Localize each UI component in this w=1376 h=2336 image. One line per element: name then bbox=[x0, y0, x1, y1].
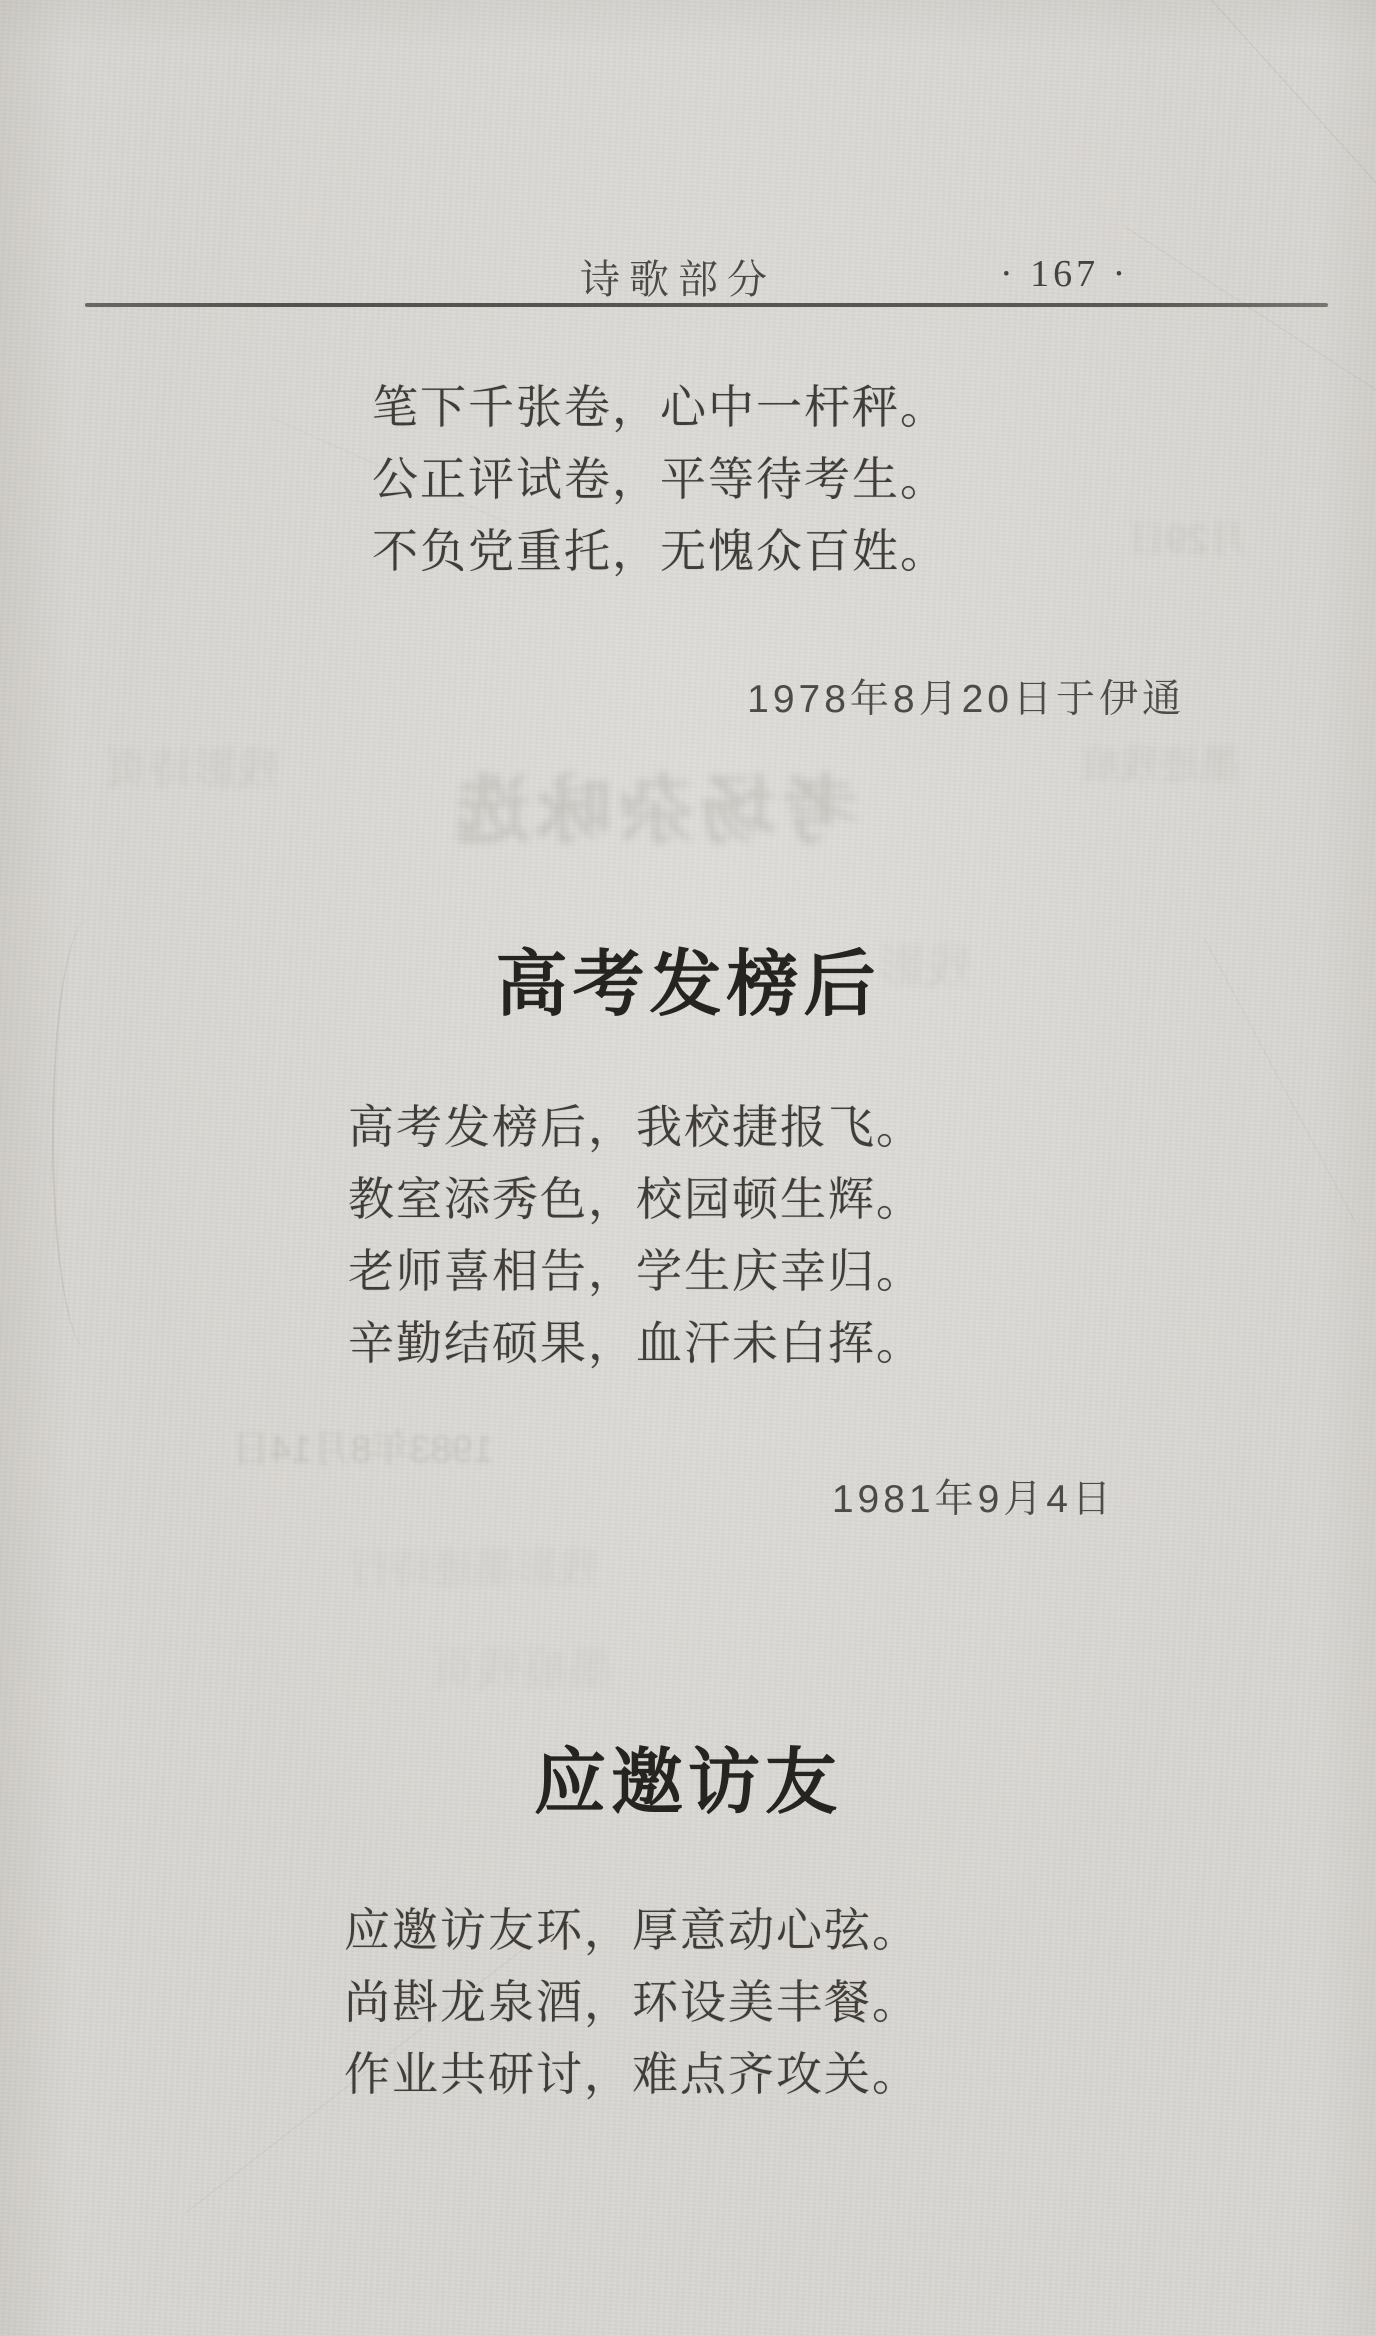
poem-line: 尚斟龙泉酒，环设美丰餐。 bbox=[344, 1977, 920, 2028]
poem-line: 不负党重托，无愧众百姓。 bbox=[372, 526, 948, 577]
poem-line: 老师喜相告，学生庆幸归。 bbox=[348, 1246, 924, 1297]
page-number: · 167 · bbox=[1000, 253, 1130, 295]
bleedthrough-fragment: 残影墨迹诗行 bbox=[348, 1545, 601, 1592]
poem-line: 辛勤结硕果，血汗未白挥。 bbox=[348, 1318, 924, 1369]
poem-block-2 bbox=[348, 1092, 924, 1380]
poem-line: 应邀访友环，厚意动心弦。 bbox=[344, 1905, 920, 1956]
poem-line: 笔下千张卷，心中一杆秤。 bbox=[372, 382, 948, 433]
header-rule bbox=[85, 303, 1328, 307]
poem-date: 1978年8月20日于伊通 bbox=[747, 678, 1185, 721]
bleedthrough-fragment: 月29日 bbox=[1128, 519, 1247, 561]
poem-block-3 bbox=[344, 1895, 920, 2111]
poem-line: 教室添秀色，校园顿生辉。 bbox=[348, 1174, 924, 1225]
poem-title: 高考发榜后 bbox=[495, 945, 881, 1025]
poem-date: 1981年9月4日 bbox=[831, 1478, 1115, 1521]
bleedthrough-fragment: 考场杂咏选 bbox=[448, 769, 858, 854]
crease-line bbox=[1124, 226, 1376, 456]
poem-block-1 bbox=[372, 372, 948, 588]
poem-line: 高考发榜后，我校捷报飞。 bbox=[348, 1102, 924, 1153]
bleedthrough-fragment: 残影 bbox=[878, 941, 975, 994]
running-head-section-title: 诗歌部分 bbox=[580, 257, 776, 302]
poem-line: 公正评试卷，平等待考生。 bbox=[372, 454, 948, 505]
bleedthrough-fragment: 1983年8月14日 bbox=[232, 1429, 494, 1471]
poem-line: 作业共研讨，难点齐攻关。 bbox=[344, 2049, 920, 2100]
bleedthrough-fragment: 墨痕残页 bbox=[430, 1643, 614, 1695]
bleedthrough-fragment: 残影诗页 bbox=[105, 745, 281, 794]
bleedthrough-fragment: 墨迹残痕 bbox=[1080, 743, 1240, 787]
poem-title: 应邀访友 bbox=[533, 1743, 842, 1823]
